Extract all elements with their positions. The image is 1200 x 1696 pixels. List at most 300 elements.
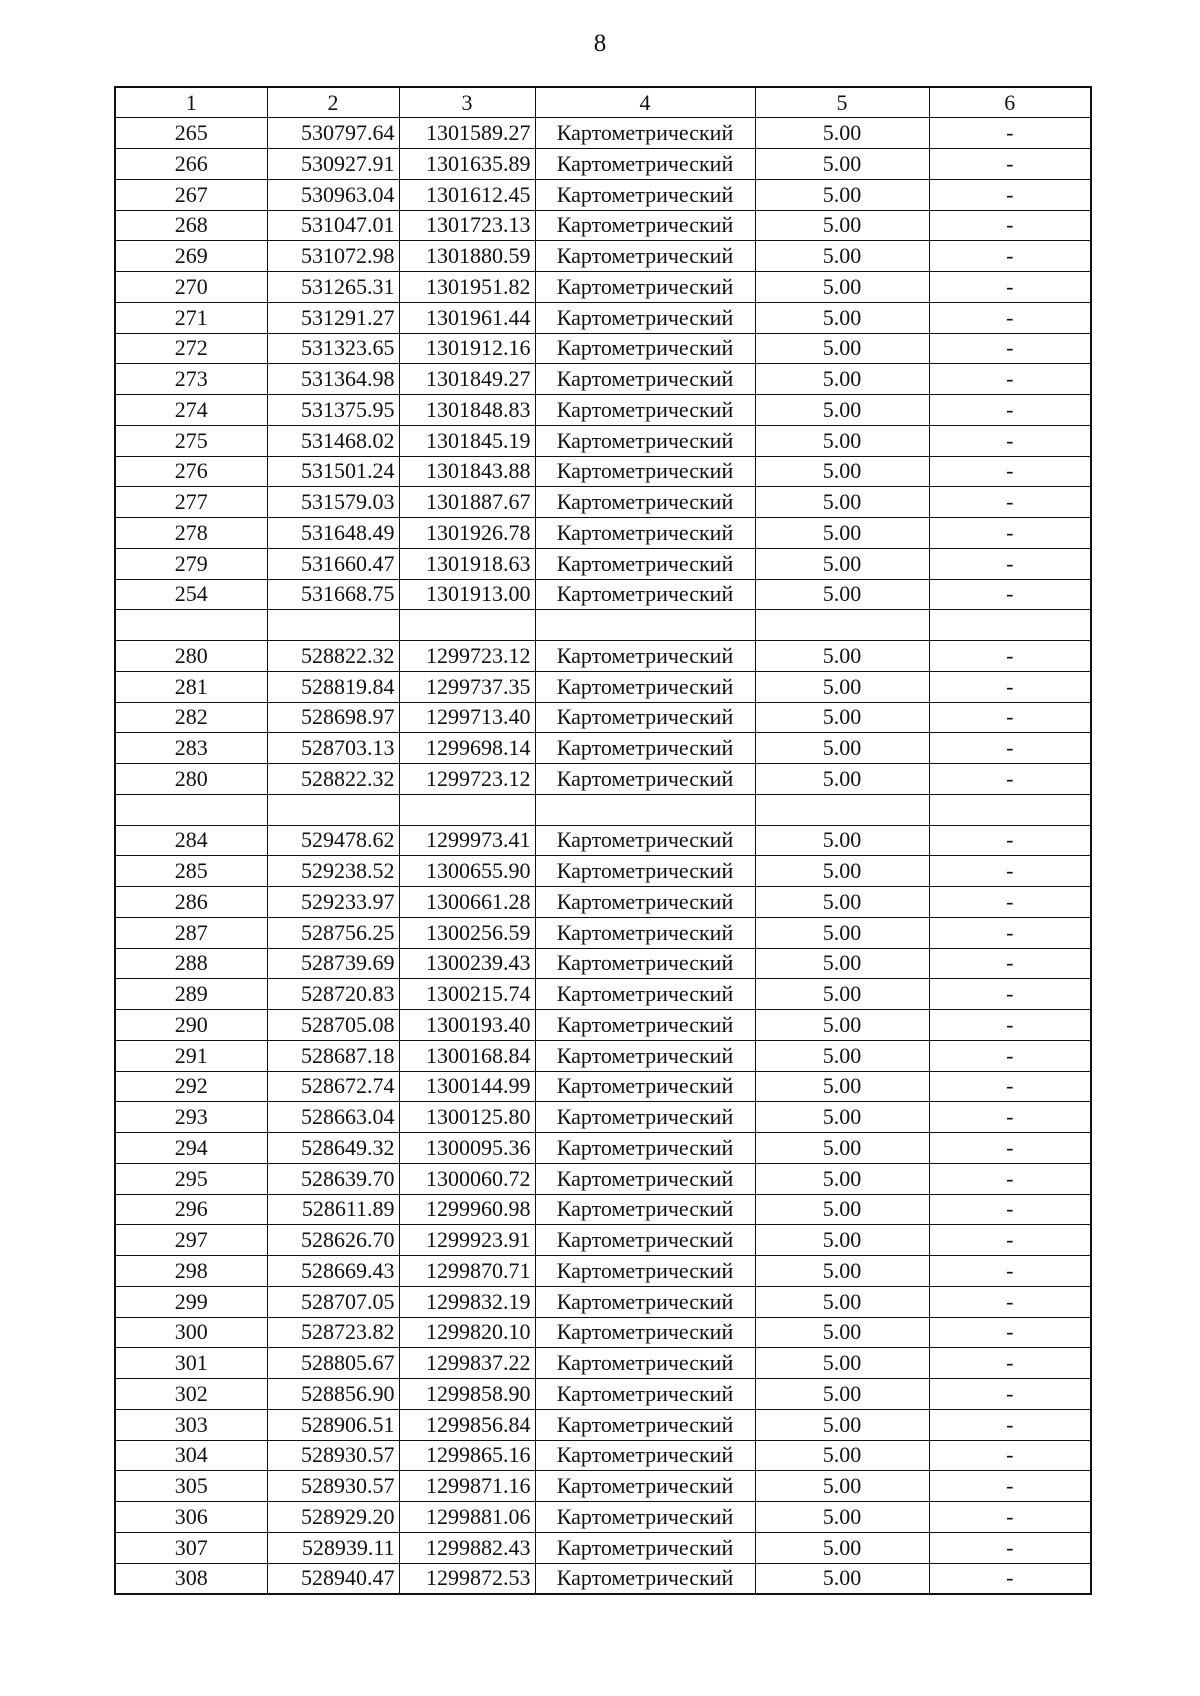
cell-accuracy: 5.00	[755, 302, 929, 333]
page-number: 8	[593, 30, 607, 57]
cell-note: -	[929, 671, 1091, 702]
cell-accuracy: 5.00	[755, 702, 929, 733]
cell-x-coordinate: 528649.32	[267, 1133, 399, 1164]
cell-note: -	[929, 1133, 1091, 1164]
cell-x-coordinate: 528756.25	[267, 917, 399, 948]
cell-point-number: 279	[115, 548, 267, 579]
cell-point-number: 289	[115, 979, 267, 1010]
table-row	[115, 118, 1091, 149]
cell-x-coordinate: 528611.89	[267, 1194, 399, 1225]
cell-note: -	[929, 518, 1091, 549]
cell-note: -	[929, 364, 1091, 395]
cell-point-number: 293	[115, 1102, 267, 1133]
cell-y-coordinate: 1301849.27	[399, 364, 535, 395]
cell-point-number: 278	[115, 518, 267, 549]
cell-accuracy: 5.00	[755, 825, 929, 856]
cell-method: Картометрический	[535, 1286, 755, 1317]
table-row	[115, 1010, 1091, 1041]
cell-y-coordinate: 1301887.67	[399, 487, 535, 518]
cell-y-coordinate	[399, 610, 535, 641]
cell-x-coordinate: 528819.84	[267, 671, 399, 702]
cell-x-coordinate: 531047.01	[267, 210, 399, 241]
cell-method: Картометрический	[535, 241, 755, 272]
cell-x-coordinate: 528930.57	[267, 1440, 399, 1471]
cell-point-number: 280	[115, 764, 267, 795]
cell-accuracy: 5.00	[755, 1225, 929, 1256]
table-row	[115, 272, 1091, 303]
cell-y-coordinate: 1299713.40	[399, 702, 535, 733]
cell-method: Картометрический	[535, 579, 755, 610]
cell-y-coordinate: 1299870.71	[399, 1256, 535, 1287]
cell-point-number: 305	[115, 1471, 267, 1502]
cell-note: -	[929, 1225, 1091, 1256]
cell-x-coordinate	[267, 794, 399, 825]
cell-y-coordinate: 1301926.78	[399, 518, 535, 549]
table-row	[115, 241, 1091, 272]
cell-note: -	[929, 425, 1091, 456]
cell-note: -	[929, 179, 1091, 210]
cell-point-number: 288	[115, 948, 267, 979]
cell-note: -	[929, 579, 1091, 610]
cell-point-number: 295	[115, 1163, 267, 1194]
cell-x-coordinate	[267, 610, 399, 641]
table-row	[115, 610, 1091, 641]
cell-note: -	[929, 1348, 1091, 1379]
table-row	[115, 487, 1091, 518]
table-row	[115, 518, 1091, 549]
cell-method: Картометрический	[535, 456, 755, 487]
cell-y-coordinate: 1299882.43	[399, 1532, 535, 1563]
cell-note: -	[929, 1256, 1091, 1287]
cell-y-coordinate: 1301612.45	[399, 179, 535, 210]
cell-note: -	[929, 702, 1091, 733]
table-row	[115, 1348, 1091, 1379]
cell-accuracy: 5.00	[755, 1163, 929, 1194]
cell-method: Картометрический	[535, 179, 755, 210]
cell-point-number: 306	[115, 1502, 267, 1533]
cell-x-coordinate: 531468.02	[267, 425, 399, 456]
header-col-6: 6	[929, 87, 1091, 118]
cell-y-coordinate: 1300256.59	[399, 917, 535, 948]
cell-method: Картометрический	[535, 1348, 755, 1379]
cell-y-coordinate: 1301913.00	[399, 579, 535, 610]
cell-method: Картометрический	[535, 671, 755, 702]
cell-point-number: 285	[115, 856, 267, 887]
cell-x-coordinate: 529233.97	[267, 887, 399, 918]
cell-x-coordinate: 530797.64	[267, 118, 399, 149]
cell-x-coordinate: 528906.51	[267, 1409, 399, 1440]
cell-note: -	[929, 272, 1091, 303]
cell-y-coordinate: 1299820.10	[399, 1317, 535, 1348]
cell-x-coordinate: 531072.98	[267, 241, 399, 272]
cell-point-number: 267	[115, 179, 267, 210]
coordinates-table	[114, 86, 1092, 1595]
cell-x-coordinate: 528930.57	[267, 1471, 399, 1502]
cell-note: -	[929, 210, 1091, 241]
cell-y-coordinate: 1300215.74	[399, 979, 535, 1010]
cell-note: -	[929, 1317, 1091, 1348]
cell-accuracy: 5.00	[755, 1040, 929, 1071]
cell-note: -	[929, 241, 1091, 272]
cell-y-coordinate: 1300193.40	[399, 1010, 535, 1041]
cell-x-coordinate: 528939.11	[267, 1532, 399, 1563]
cell-y-coordinate: 1301880.59	[399, 241, 535, 272]
cell-y-coordinate: 1301848.83	[399, 395, 535, 426]
cell-x-coordinate: 528707.05	[267, 1286, 399, 1317]
cell-accuracy: 5.00	[755, 1409, 929, 1440]
cell-point-number: 281	[115, 671, 267, 702]
cell-method: Картометрический	[535, 1225, 755, 1256]
cell-method: Картометрический	[535, 1194, 755, 1225]
cell-x-coordinate: 531323.65	[267, 333, 399, 364]
cell-x-coordinate: 528940.47	[267, 1563, 399, 1594]
cell-x-coordinate: 531364.98	[267, 364, 399, 395]
cell-point-number: 296	[115, 1194, 267, 1225]
cell-y-coordinate: 1299865.16	[399, 1440, 535, 1471]
cell-x-coordinate: 528687.18	[267, 1040, 399, 1071]
table-row	[115, 179, 1091, 210]
cell-method: Картометрический	[535, 1163, 755, 1194]
table-row	[115, 794, 1091, 825]
cell-x-coordinate: 528723.82	[267, 1317, 399, 1348]
cell-note: -	[929, 118, 1091, 149]
cell-point-number: 302	[115, 1379, 267, 1410]
cell-point-number: 287	[115, 917, 267, 948]
cell-accuracy: 5.00	[755, 333, 929, 364]
cell-point-number: 298	[115, 1256, 267, 1287]
cell-accuracy: 5.00	[755, 671, 929, 702]
cell-note: -	[929, 979, 1091, 1010]
table-row	[115, 1532, 1091, 1563]
header-col-1: 1	[115, 87, 267, 118]
cell-note: -	[929, 1563, 1091, 1594]
cell-point-number: 254	[115, 579, 267, 610]
cell-y-coordinate: 1301723.13	[399, 210, 535, 241]
cell-y-coordinate: 1301843.88	[399, 456, 535, 487]
cell-x-coordinate: 531579.03	[267, 487, 399, 518]
cell-method: Картометрический	[535, 118, 755, 149]
cell-x-coordinate: 531648.49	[267, 518, 399, 549]
cell-method: Картометрический	[535, 979, 755, 1010]
cell-x-coordinate: 531660.47	[267, 548, 399, 579]
cell-x-coordinate: 530963.04	[267, 179, 399, 210]
cell-point-number: 274	[115, 395, 267, 426]
cell-accuracy: 5.00	[755, 456, 929, 487]
cell-point-number	[115, 610, 267, 641]
table-row	[115, 1102, 1091, 1133]
cell-x-coordinate: 531375.95	[267, 395, 399, 426]
cell-method: Картометрический	[535, 210, 755, 241]
cell-note: -	[929, 856, 1091, 887]
cell-note: -	[929, 764, 1091, 795]
cell-y-coordinate: 1299832.19	[399, 1286, 535, 1317]
cell-point-number: 266	[115, 149, 267, 180]
cell-accuracy: 5.00	[755, 856, 929, 887]
cell-accuracy: 5.00	[755, 1379, 929, 1410]
cell-note: -	[929, 487, 1091, 518]
table-row	[115, 1502, 1091, 1533]
cell-method: Картометрический	[535, 395, 755, 426]
table-row	[115, 641, 1091, 672]
cell-method	[535, 610, 755, 641]
cell-x-coordinate: 528929.20	[267, 1502, 399, 1533]
cell-point-number: 307	[115, 1532, 267, 1563]
cell-accuracy	[755, 610, 929, 641]
cell-y-coordinate: 1301635.89	[399, 149, 535, 180]
cell-accuracy: 5.00	[755, 1102, 929, 1133]
cell-x-coordinate: 528720.83	[267, 979, 399, 1010]
cell-note: -	[929, 1040, 1091, 1071]
cell-method: Картометрический	[535, 1040, 755, 1071]
cell-note	[929, 794, 1091, 825]
cell-method: Картометрический	[535, 302, 755, 333]
cell-y-coordinate: 1299923.91	[399, 1225, 535, 1256]
cell-point-number	[115, 794, 267, 825]
cell-point-number: 268	[115, 210, 267, 241]
cell-method: Картометрический	[535, 1502, 755, 1533]
table-row	[115, 1409, 1091, 1440]
cell-y-coordinate: 1300655.90	[399, 856, 535, 887]
cell-accuracy: 5.00	[755, 395, 929, 426]
cell-y-coordinate: 1299698.14	[399, 733, 535, 764]
table-row	[115, 1440, 1091, 1471]
cell-point-number: 280	[115, 641, 267, 672]
cell-method: Картометрический	[535, 887, 755, 918]
table-row	[115, 1194, 1091, 1225]
cell-y-coordinate: 1299856.84	[399, 1409, 535, 1440]
cell-accuracy: 5.00	[755, 1502, 929, 1533]
cell-y-coordinate: 1300661.28	[399, 887, 535, 918]
cell-accuracy: 5.00	[755, 149, 929, 180]
cell-method: Картометрический	[535, 272, 755, 303]
cell-point-number: 299	[115, 1286, 267, 1317]
cell-method: Картометрический	[535, 702, 755, 733]
cell-method: Картометрический	[535, 1440, 755, 1471]
cell-method: Картометрический	[535, 149, 755, 180]
cell-x-coordinate: 528672.74	[267, 1071, 399, 1102]
cell-x-coordinate: 528822.32	[267, 641, 399, 672]
cell-x-coordinate: 528698.97	[267, 702, 399, 733]
table-body	[115, 118, 1091, 1594]
cell-point-number: 300	[115, 1317, 267, 1348]
table-row	[115, 1286, 1091, 1317]
cell-method: Картометрический	[535, 1532, 755, 1563]
cell-method: Картометрический	[535, 1102, 755, 1133]
header-row	[115, 87, 1091, 118]
table-row	[115, 302, 1091, 333]
table-row	[115, 149, 1091, 180]
table-row	[115, 456, 1091, 487]
cell-note: -	[929, 1502, 1091, 1533]
cell-x-coordinate: 531501.24	[267, 456, 399, 487]
table-row	[115, 948, 1091, 979]
cell-y-coordinate: 1299881.06	[399, 1502, 535, 1533]
cell-method: Картометрический	[535, 1256, 755, 1287]
cell-y-coordinate: 1299960.98	[399, 1194, 535, 1225]
cell-note: -	[929, 641, 1091, 672]
cell-y-coordinate: 1301961.44	[399, 302, 535, 333]
cell-point-number: 271	[115, 302, 267, 333]
table-row	[115, 425, 1091, 456]
table-row	[115, 979, 1091, 1010]
cell-y-coordinate: 1301845.19	[399, 425, 535, 456]
cell-method: Картометрический	[535, 825, 755, 856]
cell-method: Картометрический	[535, 641, 755, 672]
cell-y-coordinate: 1299723.12	[399, 641, 535, 672]
cell-accuracy: 5.00	[755, 272, 929, 303]
cell-accuracy: 5.00	[755, 1317, 929, 1348]
cell-point-number: 304	[115, 1440, 267, 1471]
cell-note: -	[929, 1071, 1091, 1102]
cell-point-number: 265	[115, 118, 267, 149]
table-row	[115, 1256, 1091, 1287]
cell-accuracy: 5.00	[755, 917, 929, 948]
cell-note: -	[929, 548, 1091, 579]
cell-x-coordinate: 528805.67	[267, 1348, 399, 1379]
table-row	[115, 1563, 1091, 1594]
cell-y-coordinate: 1300095.36	[399, 1133, 535, 1164]
cell-accuracy: 5.00	[755, 1194, 929, 1225]
cell-note: -	[929, 948, 1091, 979]
cell-y-coordinate: 1299723.12	[399, 764, 535, 795]
cell-x-coordinate: 531291.27	[267, 302, 399, 333]
cell-point-number: 277	[115, 487, 267, 518]
table-row	[115, 856, 1091, 887]
cell-point-number: 269	[115, 241, 267, 272]
cell-accuracy: 5.00	[755, 948, 929, 979]
cell-note: -	[929, 395, 1091, 426]
cell-note: -	[929, 333, 1091, 364]
table-row	[115, 1225, 1091, 1256]
cell-note: -	[929, 149, 1091, 180]
cell-x-coordinate: 528705.08	[267, 1010, 399, 1041]
cell-y-coordinate: 1299858.90	[399, 1379, 535, 1410]
cell-method	[535, 794, 755, 825]
cell-accuracy: 5.00	[755, 1348, 929, 1379]
cell-x-coordinate: 528669.43	[267, 1256, 399, 1287]
cell-accuracy: 5.00	[755, 518, 929, 549]
table-row	[115, 364, 1091, 395]
cell-note: -	[929, 1102, 1091, 1133]
cell-accuracy: 5.00	[755, 887, 929, 918]
cell-y-coordinate	[399, 794, 535, 825]
cell-note: -	[929, 1440, 1091, 1471]
cell-method: Картометрический	[535, 1409, 755, 1440]
cell-y-coordinate: 1300239.43	[399, 948, 535, 979]
cell-method: Картометрический	[535, 487, 755, 518]
cell-method: Картометрический	[535, 1379, 755, 1410]
cell-accuracy: 5.00	[755, 1563, 929, 1594]
cell-note: -	[929, 1379, 1091, 1410]
cell-method: Картометрический	[535, 333, 755, 364]
table-row	[115, 1317, 1091, 1348]
cell-y-coordinate: 1301918.63	[399, 548, 535, 579]
header-col-2: 2	[267, 87, 399, 118]
table-row	[115, 1133, 1091, 1164]
cell-point-number: 270	[115, 272, 267, 303]
table-row	[115, 887, 1091, 918]
cell-point-number: 272	[115, 333, 267, 364]
cell-accuracy: 5.00	[755, 1256, 929, 1287]
cell-method: Картометрический	[535, 548, 755, 579]
cell-x-coordinate: 528663.04	[267, 1102, 399, 1133]
cell-accuracy: 5.00	[755, 579, 929, 610]
cell-x-coordinate: 530927.91	[267, 149, 399, 180]
cell-accuracy: 5.00	[755, 1532, 929, 1563]
cell-y-coordinate: 1299837.22	[399, 1348, 535, 1379]
table-row	[115, 333, 1091, 364]
cell-accuracy: 5.00	[755, 1471, 929, 1502]
cell-accuracy: 5.00	[755, 1286, 929, 1317]
cell-note: -	[929, 733, 1091, 764]
cell-point-number: 286	[115, 887, 267, 918]
cell-accuracy: 5.00	[755, 733, 929, 764]
cell-point-number: 275	[115, 425, 267, 456]
cell-method: Картометрический	[535, 1071, 755, 1102]
cell-note: -	[929, 1471, 1091, 1502]
cell-y-coordinate: 1300125.80	[399, 1102, 535, 1133]
cell-accuracy: 5.00	[755, 641, 929, 672]
cell-point-number: 282	[115, 702, 267, 733]
cell-note: -	[929, 825, 1091, 856]
cell-x-coordinate: 531265.31	[267, 272, 399, 303]
cell-point-number: 290	[115, 1010, 267, 1041]
cell-method: Картометрический	[535, 1471, 755, 1502]
table-row	[115, 579, 1091, 610]
cell-point-number: 291	[115, 1040, 267, 1071]
table-row	[115, 1040, 1091, 1071]
cell-point-number: 297	[115, 1225, 267, 1256]
cell-method: Картометрический	[535, 1563, 755, 1594]
cell-method: Картометрический	[535, 425, 755, 456]
cell-x-coordinate: 528639.70	[267, 1163, 399, 1194]
cell-y-coordinate: 1299871.16	[399, 1471, 535, 1502]
cell-accuracy: 5.00	[755, 1440, 929, 1471]
table-row	[115, 733, 1091, 764]
cell-note	[929, 610, 1091, 641]
table-row	[115, 548, 1091, 579]
cell-point-number: 294	[115, 1133, 267, 1164]
cell-y-coordinate: 1299737.35	[399, 671, 535, 702]
cell-note: -	[929, 917, 1091, 948]
cell-note: -	[929, 1409, 1091, 1440]
table-row	[115, 671, 1091, 702]
cell-point-number: 308	[115, 1563, 267, 1594]
cell-method: Картометрический	[535, 1133, 755, 1164]
cell-x-coordinate: 528856.90	[267, 1379, 399, 1410]
cell-note: -	[929, 302, 1091, 333]
header-col-5: 5	[755, 87, 929, 118]
cell-accuracy: 5.00	[755, 118, 929, 149]
cell-point-number: 283	[115, 733, 267, 764]
cell-accuracy: 5.00	[755, 364, 929, 395]
cell-point-number: 276	[115, 456, 267, 487]
table-row	[115, 1379, 1091, 1410]
cell-accuracy: 5.00	[755, 210, 929, 241]
cell-y-coordinate: 1300060.72	[399, 1163, 535, 1194]
cell-point-number: 301	[115, 1348, 267, 1379]
header-col-3: 3	[399, 87, 535, 118]
cell-point-number: 303	[115, 1409, 267, 1440]
cell-y-coordinate: 1301951.82	[399, 272, 535, 303]
table-row	[115, 210, 1091, 241]
cell-method: Картометрический	[535, 917, 755, 948]
table-row	[115, 1071, 1091, 1102]
cell-method: Картометрический	[535, 1317, 755, 1348]
cell-y-coordinate: 1299973.41	[399, 825, 535, 856]
cell-accuracy: 5.00	[755, 1071, 929, 1102]
table-row	[115, 917, 1091, 948]
